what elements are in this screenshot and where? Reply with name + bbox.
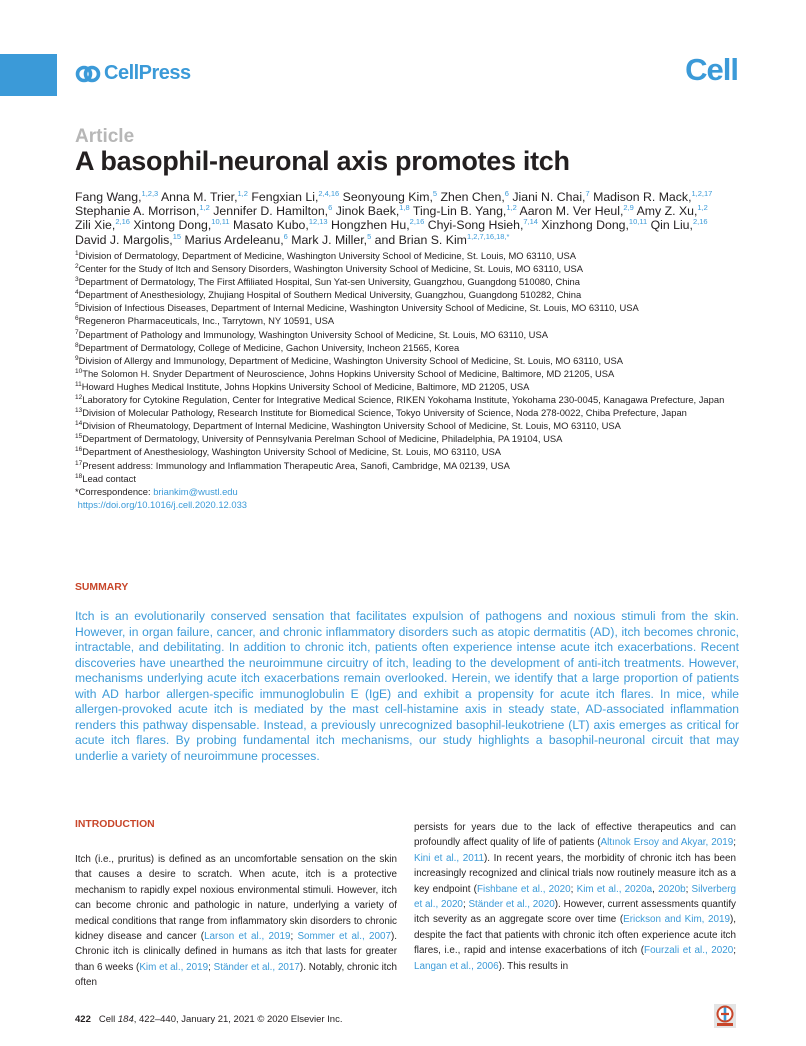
cellpress-logo[interactable]	[75, 62, 191, 85]
affiliation-text: Department of Dermatology, College of Medicine, Gachon University, Incheon 21565, Korea	[78, 341, 460, 353]
affiliation-number: 10	[75, 367, 83, 375]
author-affiliation-link[interactable]: 2,16	[409, 217, 425, 227]
affiliation-text: Division of Infectious Diseases, Department of Internal Medicine, Washington University School of Medicine, St. Louis, MO 63110, USA	[78, 302, 639, 314]
author-name: and Brian S. Kim$^{1,2,7,16,18,*}$	[374, 231, 510, 247]
citation-link[interactable]: Sommer et al., 2007	[297, 931, 391, 943]
affiliation-text: Department of Pathology and Immunology, Washington University School of Medicine, St. Louis, MO 63110, USA	[78, 328, 548, 340]
summary-heading: SUMMARY	[75, 582, 129, 593]
author-affiliation-link[interactable]: 7	[585, 188, 590, 198]
introduction-right-column	[414, 820, 736, 974]
footer-journal: Cell	[98, 1014, 116, 1025]
author-affiliation-link[interactable]: 2,9	[623, 203, 634, 213]
affiliation-item	[75, 328, 740, 341]
author-name: Anna M. Trier,$^{1,2}$	[160, 188, 248, 204]
author-affiliation-link[interactable]: 6	[504, 188, 509, 198]
body-text: ;	[685, 883, 692, 895]
page-footer	[75, 1014, 342, 1025]
body-text: ). Chronic itch is clinically defined in humans as itch that lasts for greater than 6 weeks (	[75, 931, 397, 973]
citation-link[interactable]: Larson et al., 2019	[204, 931, 291, 943]
affiliation-number: 6	[75, 315, 79, 323]
publisher-name: CellPress	[104, 62, 191, 84]
affiliation-number: 16	[75, 446, 83, 454]
author-affiliation-link[interactable]: 6	[283, 231, 288, 241]
affiliation-item	[75, 301, 740, 314]
citation-link[interactable]: Ständer et al., 2017	[213, 961, 300, 973]
affiliation-item	[75, 314, 740, 327]
author-name: Mark J. Miller,$^5$	[291, 231, 372, 247]
crossmark-icon[interactable]	[714, 1004, 736, 1028]
affiliation-list	[75, 249, 740, 511]
author-name: Xinzhong Dong,$^{10,11}$	[541, 217, 648, 233]
author-name: Fang Wang,$^{1,2,3}$	[75, 188, 159, 204]
body-text: ;	[733, 837, 737, 849]
body-text: ). Notably, chronic itch often	[75, 961, 397, 989]
author-name: Seonyoung Kim,$^5$	[342, 188, 438, 204]
header-color-tab	[0, 54, 57, 96]
doi-link[interactable]: https://doi.org/10.1016/j.cell.2020.12.033	[77, 498, 248, 510]
author-affiliation-link[interactable]: 1,2	[237, 188, 248, 198]
page-number: 422	[75, 1014, 91, 1025]
affiliation-number: 8	[75, 341, 79, 349]
citation-link[interactable]: Ständer et al., 2020	[468, 899, 555, 911]
affiliation-item	[75, 380, 740, 393]
affiliation-number: 2	[75, 262, 79, 270]
affiliation-item	[75, 406, 740, 419]
affiliation-number: 7	[75, 328, 79, 336]
affiliation-number: 11	[75, 380, 82, 388]
author-affiliation-link[interactable]: 5	[367, 231, 372, 241]
affiliation-text: Laboratory for Cytokine Regulation, Center for Integrative Medical Science, RIKEN Yokohama Institute, Yokohama 230-0045, Kanagawa Prefecture, Japan	[82, 394, 725, 406]
affiliation-number: 9	[75, 354, 79, 362]
body-text: ;	[462, 899, 469, 911]
author-affiliation-link[interactable]: 1,2	[199, 203, 210, 213]
author-affiliation-link[interactable]: 12,13	[308, 217, 328, 227]
affiliation-item	[75, 445, 740, 458]
affiliation-item	[75, 459, 740, 472]
citation-link[interactable]: Silverberg et al., 2020	[414, 883, 737, 911]
affiliation-item	[75, 275, 740, 288]
author-name: Jinok Baek,$^{1,8}$	[335, 203, 410, 219]
affiliation-text: Division of Allergy and Immunology, Department of Medicine, Washington University School of Medicine, St. Louis, MO 63110, USA	[78, 354, 623, 366]
affiliation-number: 3	[75, 276, 79, 284]
author-name: Stephanie A. Morrison,$^{1,2}$	[75, 203, 210, 219]
author-affiliation-link[interactable]: 2,16	[692, 217, 708, 227]
footer-citation: , 422–440, January 21, 2021 © 2020 Elsevier Inc.	[133, 1014, 343, 1025]
affiliation-item	[75, 262, 740, 275]
author-affiliation-link[interactable]: 5	[432, 188, 438, 198]
author-name: Hongzhen Hu,$^{2,16}$	[331, 217, 425, 233]
affiliation-number: 1	[75, 249, 79, 257]
author-affiliation-link[interactable]: 1,2	[697, 203, 708, 213]
citation-link[interactable]: Erickson and Kim, 2019	[623, 914, 730, 926]
author-name: Xintong Dong,$^{10,11}$	[133, 217, 230, 233]
affiliation-item	[75, 288, 740, 301]
author-name: Amy Z. Xu,$^{1,2}$	[636, 203, 708, 219]
correspondence-label: *Correspondence:	[75, 485, 154, 497]
author-name: Aaron M. Ver Heul,$^{2,9}$	[519, 203, 634, 219]
body-text: Itch (i.e., pruritus) is defined as an uncomfortable sensation on the skin that causes a desire to scratch. When acute, itch is a protective mechanism to rapidly expel noxious environmental stimuli. However, itch can become chronic and pathologic in nature, underlying a variety of medical conditions that range from inflammatory skin disorders to chronic kidney disease and cancer (	[75, 854, 397, 943]
affiliation-text: Department of Dermatology, The First Affiliated Hospital, Sun Yat-sen University, Guangzhou, Guangdong 510080, China	[78, 276, 580, 288]
affiliation-text: Department of Anesthesiology, Washington University School of Medicine, St. Louis, MO 63110, USA	[82, 446, 502, 458]
affiliation-number: 17	[75, 459, 83, 467]
cellpress-logo-icon	[75, 63, 101, 85]
author-affiliation-link[interactable]: 15	[172, 231, 182, 241]
affiliation-text: Lead contact	[82, 472, 136, 484]
author-name: Zhen Chen,$^6$	[440, 188, 509, 204]
journal-logo[interactable]: Cell	[685, 52, 738, 87]
affiliation-item	[75, 419, 740, 432]
body-text: ). This results in	[498, 960, 569, 972]
citation-link[interactable]: Altınok Ersoy and Akyar, 2019	[600, 837, 734, 849]
affiliation-text: Division of Dermatology, Department of Medicine, Washington University School of Medicine, St. Louis, MO 63110, USA	[78, 250, 577, 261]
citation-link[interactable]: Kini et al., 2011	[414, 852, 484, 864]
affiliation-text: Division of Rheumatology, Department of Internal Medicine, Washington University School of Medicine, St. Louis, MO 63110, USA	[82, 420, 621, 432]
citation-link[interactable]: Kim et al., 2019	[139, 961, 209, 973]
citation-link[interactable]: Fishbane et al., 2020	[476, 883, 571, 895]
affiliation-text: Department of Dermatology, University of Pennsylvania Perelman School of Medicine, Philadelphia, PA 19104, USA	[82, 433, 563, 445]
author-name: Qin Liu,$^{2,16}$	[650, 217, 708, 233]
footer-volume: 184	[117, 1014, 134, 1025]
author-name: Fengxian Li,$^{2,4,16}$	[251, 188, 340, 204]
affiliation-text: Regeneron Pharmaceuticals, Inc., Tarrytown, NY 10591, USA	[78, 315, 335, 327]
author-affiliation-link[interactable]: 10,11	[628, 217, 648, 227]
author-affiliation-link[interactable]: 1,2	[506, 203, 517, 213]
affiliation-text: Howard Hughes Medical Institute, Johns Hopkins University School of Medicine, Baltimore, MD 21205, USA	[81, 380, 530, 392]
author-affiliation-link[interactable]: 7,14	[523, 217, 538, 227]
author-name: Masato Kubo,$^{12,13}$	[232, 217, 328, 233]
summary-text: Itch is an evolutionarily conserved sensation that facilitates expulsion of pathogens and noxious stimuli from the skin. However, in organ failure, cancer, and chronic inflammatory disorders such as atopic dermatitis (AD), itch becomes chronic, intractable, and debilitating. In addition to chronic itch, patients often experience intense acute itch exacerbations. Recent discoveries have unearthed the neuroimmune circuitry of itch, leading to the development of anti-itch treatments. However, mechanisms underlying acute itch exacerbations remain overlooked. Herein, we identify that a large proportion of patients with AD harbor allergen-specific immunoglobulin E (IgE) and exhibit a propensity for acute itch flares. In mice, while allergen-provoked acute itch is mediated by the mast cell-histamine axis in steady state, AD-associated inflammation renders this pathway dispensable. Instead, a previously unrecognized basophil-leukotriene (LT) axis emerges as critical for acute itch flares. By probing fundamental itch mechanisms, our study highlights a basophil-neuronal circuit that may underlie a variety of neuroimmune processes.	[75, 609, 739, 763]
affiliation-item	[75, 432, 740, 445]
author-name: Chyi-Song Hsieh,$^{7,14}$	[427, 217, 538, 233]
citation-link[interactable]: Kim et al., 2020a	[576, 883, 653, 895]
introduction-heading: INTRODUCTION	[75, 819, 155, 830]
affiliation-item	[75, 393, 740, 406]
author-name: Jennifer D. Hamilton,$^6$	[213, 203, 333, 219]
body-text: ,	[652, 883, 659, 895]
citation-link[interactable]: Langan et al., 2006	[414, 960, 499, 972]
correspondence	[75, 485, 740, 498]
author-affiliation-link[interactable]: 1,2,7,16,18,*	[466, 231, 510, 241]
author-affiliation-link[interactable]: 1,2,17	[691, 188, 713, 198]
affiliation-number: 5	[75, 302, 79, 310]
author-name: Ting-Lin B. Yang,$^{1,2}$	[412, 203, 517, 219]
author-list	[75, 190, 740, 247]
body-text: ;	[208, 961, 214, 973]
affiliation-item	[75, 472, 740, 485]
affiliation-item	[75, 249, 740, 262]
body-text: persists for years due to the lack of effective therapeutics and can profoundly affect quality of life of patients (	[414, 822, 736, 849]
affiliation-number: 4	[75, 289, 79, 297]
affiliation-text: Present address: Immunology and Inflammation Therapeutic Area, Sanofi, Cambridge, MA 02139, USA	[82, 459, 510, 471]
body-text: ;	[733, 945, 736, 957]
article-title: A basophil-neuronal axis promotes itch	[75, 146, 570, 176]
citation-link[interactable]: Fourzali et al., 2020	[644, 945, 734, 957]
author-name: Zili Xie,$^{2,16}$	[75, 217, 130, 233]
affiliation-number: 12	[75, 393, 83, 401]
affiliation-number: 18	[75, 472, 83, 480]
author-affiliation-link[interactable]: 1,2,3	[141, 188, 159, 198]
article-type: Article	[75, 126, 135, 147]
correspondence-email-link[interactable]: briankim@wustl.edu	[153, 485, 238, 497]
affiliation-item	[75, 354, 740, 367]
author-affiliation-link[interactable]: 1,8	[399, 203, 410, 213]
affiliation-number: 14	[75, 420, 83, 428]
introduction-left-column	[75, 852, 397, 991]
affiliation-item	[75, 367, 740, 380]
author-affiliation-link[interactable]: 6	[328, 203, 333, 213]
author-affiliation-link[interactable]: 10,11	[211, 217, 230, 227]
affiliation-item	[75, 341, 740, 354]
author-affiliation-link[interactable]: 2,16	[115, 217, 130, 227]
author-name: David J. Margolis,$^{15}$	[75, 231, 182, 247]
citation-link[interactable]: 2020b	[658, 883, 686, 895]
affiliation-number: 15	[75, 433, 83, 441]
body-text: ). In recent years, the morbidity of chronic itch has been increasingly recognized and clinical trials now routinely measure itch as a key endpoint (	[414, 852, 736, 895]
author-name: Marius Ardeleanu,$^6$	[184, 231, 288, 247]
body-text: ), despite the fact that patients with chronic itch often experience acute itch flares, i.e., rapid and intense exacerbations of itch (	[414, 914, 736, 957]
affiliation-text: Center for the Study of Itch and Sensory Disorders, Washington University School of Medicine, St. Louis, MO 63110, USA	[78, 263, 584, 275]
affiliation-text: Division of Molecular Pathology, Research Institute for Biomedical Science, Tokyo University of Science, Noda 278-0022, Chiba Prefecture, Japan	[82, 407, 687, 419]
author-affiliation-link[interactable]: 2,4,16	[318, 188, 340, 198]
body-text: ;	[570, 883, 577, 895]
affiliation-text: Department of Anesthesiology, Zhujiang Hospital of Southern Medical University, Guangzhou, Guangdong 510282, China	[78, 289, 582, 301]
author-name: Madison R. Mack,$^{1,2,17}$	[593, 188, 713, 204]
affiliation-text: The Solomon H. Snyder Department of Neuroscience, Johns Hopkins University School of Medicine, Baltimore, MD 21205, USA	[82, 367, 615, 379]
affiliation-number: 13	[75, 407, 83, 414]
body-text: ;	[290, 931, 298, 943]
author-name: Jiani N. Chai,$^7$	[512, 188, 590, 204]
body-text: ). However, current assessments quantify itch severity as an aggregate score over time (	[414, 899, 736, 926]
